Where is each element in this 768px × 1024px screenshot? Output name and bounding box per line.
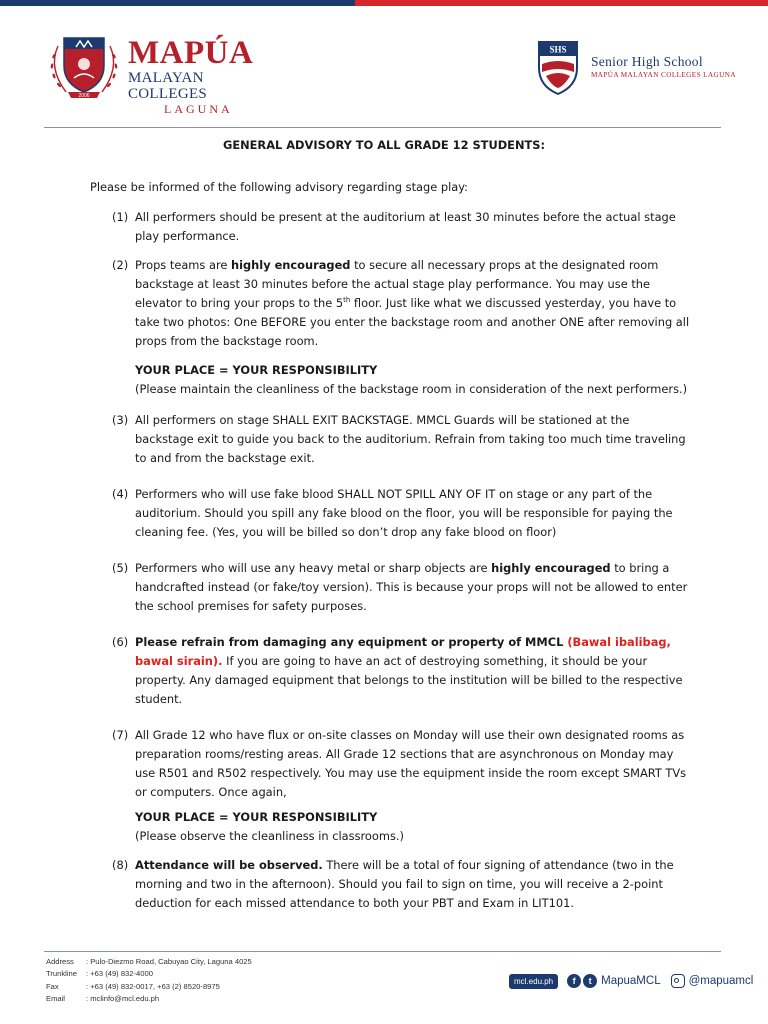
mapua-logo <box>44 32 284 116</box>
responsibility-note-1 <box>90 361 690 399</box>
trunkline-label: Trunkline <box>46 969 77 979</box>
website-link[interactable]: mcl.edu.ph <box>509 974 558 989</box>
item-text-pre: Performers who will use any heavy metal or sharp objects are <box>135 561 492 575</box>
item-number: (5) <box>112 561 129 575</box>
note-text: (Please observe the cleanliness in classrooms.) <box>135 829 404 843</box>
item-text-bold: Attendance will be observed. <box>135 858 323 872</box>
intro-text: Please be informed of the following advisory regarding stage play: <box>90 180 469 194</box>
shs-logo <box>536 40 736 96</box>
item-text-bold: highly encouraged <box>231 258 351 272</box>
document-title: GENERAL ADVISORY TO ALL GRADE 12 STUDENTS: <box>222 138 546 152</box>
fax-value: : +63 (49) 832-0017, +63 (2) 8520-8975 <box>86 981 220 991</box>
advisory-item-3 <box>90 411 690 468</box>
advisory-item-4 <box>90 485 690 542</box>
item-text-pre: Props teams are <box>135 258 232 272</box>
item-text-post: to secure all necessary props at the designated room backstage at least 30 minutes before the actual stage play performance. You may use the elevator to bring your props to the 5 <box>135 258 659 310</box>
item-number: (3) <box>112 413 129 427</box>
item-text-post: If you are going to have an act of destroying something, it should be your property. Any damaged equipment that belongs to the institution will be billed to the respective student. <box>135 654 683 706</box>
mapua-seal-icon <box>44 32 124 102</box>
footer-trunkline-row <box>46 968 252 980</box>
item-number: (7) <box>112 728 129 742</box>
top-color-bar <box>0 0 768 6</box>
item-text-post: There will be a total of four signing of attendance (two in the morning and two in the afternoon). Should you fail to sign on time, you will receive a 2-point deduction for each missed attendance to both your PBT and Exam in LIT101. <box>135 858 674 910</box>
shs-title: Senior High School <box>591 54 703 69</box>
footer-address-row <box>46 956 252 968</box>
advisory-item-1 <box>90 208 690 246</box>
advisory-document <box>90 135 690 913</box>
brand-name: MAPÚA <box>128 35 254 71</box>
twitter-icon[interactable]: t <box>583 974 597 988</box>
advisory-item-6 <box>90 633 690 709</box>
advisory-item-2 <box>90 256 690 351</box>
note-text: (Please maintain the cleanliness of the backstage room in consideration of the next performers.) <box>135 382 688 396</box>
email-value[interactable]: : mclinfo@mcl.edu.ph <box>86 994 160 1004</box>
item-text-post: to bring a handcrafted instead (or fake/toy version). This is because your props will not be allowed to enter the school premises for safety purposes. <box>135 561 688 613</box>
address-label: Address <box>46 957 74 966</box>
facebook-icon[interactable]: f <box>567 974 581 988</box>
item-text-bold: Please refrain from damaging any equipment or property of MMCL <box>135 635 568 649</box>
seal-year: 2006 <box>78 93 90 99</box>
brand-location: LAGUNA <box>164 102 233 116</box>
item-text-sup: th <box>343 296 351 305</box>
shs-subtitle: MAPÚA MALAYAN COLLEGES LAGUNA <box>591 71 736 79</box>
advisory-item-8 <box>90 856 690 913</box>
top-bar-red <box>355 0 768 6</box>
header-divider <box>44 127 721 128</box>
item-number: (2) <box>112 258 129 272</box>
responsibility-note-2 <box>90 808 690 846</box>
trunkline-value: : +63 (49) 832-4000 <box>86 969 153 979</box>
brand-text <box>128 36 284 116</box>
top-bar-navy <box>0 0 355 6</box>
shs-shield-icon <box>536 40 580 96</box>
brand-subtitle: MALAYAN COLLEGES <box>128 70 208 102</box>
item-text: All Grade 12 who have flux or on-site classes on Monday will use their own designated rooms as preparation rooms/resting areas. All Grade 12 sections that are asynchronous on Monday may use R501 and R502 respectively. You may use the equipment inside the room except SMART TVs or computers. Once again, <box>135 728 687 799</box>
item-text-post2: floor. Just like what we discussed yesterday, you have to take two photos: One BEFORE you enter the backstage room and another ONE after removing all props from the backstage room. <box>135 296 690 348</box>
address-value: : Pulo-Diezmo Road, Cabuyao City, Laguna 4025 <box>86 957 252 966</box>
item-text: Performers who will use fake blood SHALL NOT SPILL ANY OF IT on stage or any part of the auditorium. Should you spill any fake blood on the floor, you will be responsible for paying the cleaning fee. (Yes, you will be billed so don’t drop any fake blood on floor) <box>135 487 673 539</box>
item-text: All performers on stage SHALL EXIT BACKSTAGE. MMCL Guards will be stationed at the backstage exit to guide you back to the auditorium. Refrain from taking too much time traveling to and from the backstage exit. <box>135 413 686 465</box>
footer-contact-info <box>46 956 252 1006</box>
item-number: (4) <box>112 487 129 501</box>
footer-fax-row <box>46 981 252 993</box>
item-number: (6) <box>112 635 129 649</box>
instagram-icon[interactable] <box>671 974 685 988</box>
email-label: Email <box>46 994 65 1004</box>
footer-email-row <box>46 993 252 1005</box>
note-heading: YOUR PLACE = YOUR RESPONSIBILITY <box>135 810 378 824</box>
item-number: (8) <box>112 858 129 872</box>
item-text-bold: highly encouraged <box>491 561 611 575</box>
advisory-item-7 <box>90 726 690 802</box>
note-heading: YOUR PLACE = YOUR RESPONSIBILITY <box>135 363 378 377</box>
fax-label: Fax <box>46 981 59 991</box>
social-handle[interactable]: MapuaMCL <box>601 975 661 987</box>
shs-badge-text: SHS <box>549 44 567 55</box>
footer-divider <box>44 951 721 952</box>
advisory-item-5 <box>90 559 690 616</box>
item-text-red: (Bawal ibalibag, bawal sirain). <box>135 635 671 668</box>
footer-social-links <box>509 972 763 990</box>
instagram-handle[interactable]: @mapuamcl <box>688 975 754 987</box>
item-number: (1) <box>112 210 129 224</box>
item-text: All performers should be present at the auditorium at least 30 minutes before the actual stage play performance. <box>135 210 676 243</box>
